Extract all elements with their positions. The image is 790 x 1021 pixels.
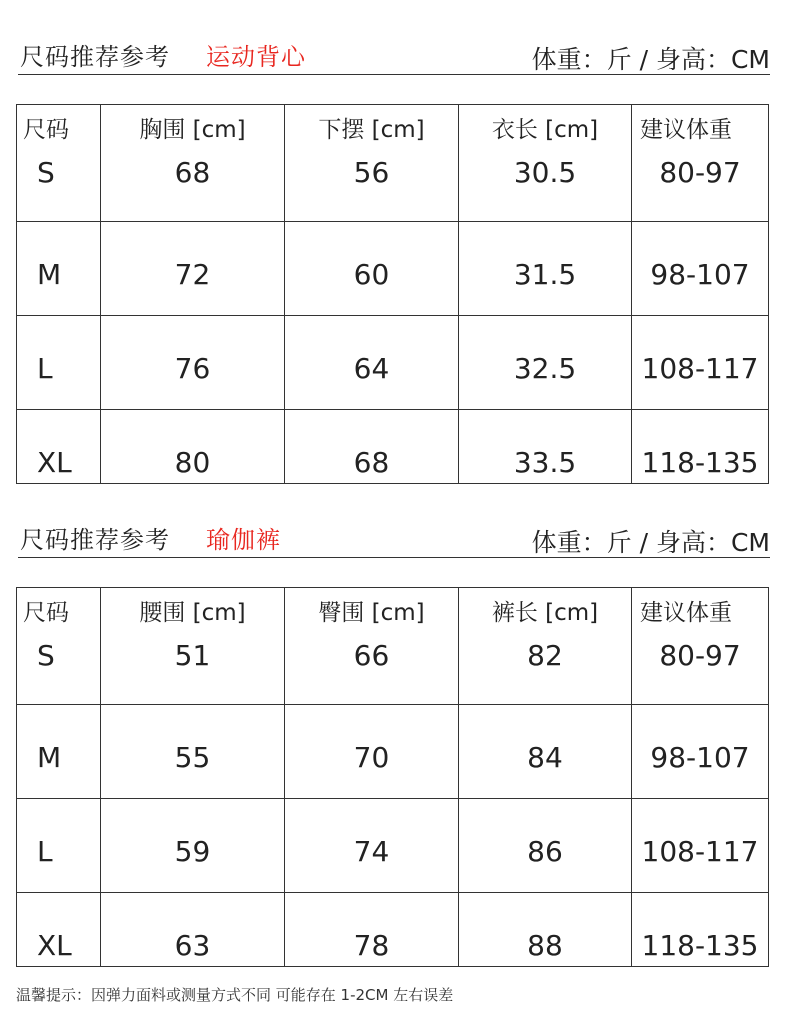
cell-weight: 108-117: [641, 835, 759, 868]
cell-size: L: [37, 835, 53, 868]
table-row: [17, 410, 769, 484]
table-row: [17, 893, 769, 967]
cell-pants-length: 88: [527, 929, 563, 962]
cell-hip: 70: [353, 741, 390, 774]
cell-hem: 64: [353, 352, 390, 385]
cell-hip: 78: [353, 929, 390, 962]
header-hip: 臀围 [cm]: [318, 600, 425, 626]
cell-hem: 68: [353, 446, 390, 479]
cell-size: L: [37, 352, 53, 385]
cell-length: 31.5: [513, 258, 577, 291]
cell-weight: 118-135: [641, 446, 759, 479]
cell-length: 32.5: [513, 352, 577, 385]
table-row: [17, 105, 769, 222]
cell-waist: 59: [174, 835, 211, 868]
cell-size: M: [37, 741, 62, 774]
table-row: [17, 588, 769, 705]
yoga-size-table: [16, 587, 769, 967]
cell-size: S: [37, 156, 55, 189]
vest-size-table: [16, 104, 769, 484]
cell-hip: 74: [353, 835, 390, 868]
cell-size: M: [37, 258, 62, 291]
section-subtitle: 运动背心: [206, 43, 306, 71]
cell-hem: 56: [353, 156, 390, 189]
cell-waist: 63: [174, 929, 211, 962]
cell-size: XL: [37, 446, 72, 479]
section-title: 尺码推荐参考: [20, 526, 170, 554]
header-pants-length: 裤长 [cm]: [491, 600, 599, 626]
cell-hip: 66: [353, 639, 390, 672]
cell-length: 30.5: [513, 156, 577, 189]
header-size: 尺码: [23, 600, 69, 626]
vest-section-heading: [18, 35, 770, 75]
cell-size: XL: [37, 929, 72, 962]
unit-note: 体重：斤 / 身高：CM: [531, 45, 770, 74]
cell-weight: 80-97: [659, 156, 741, 189]
header-length: 衣长 [cm]: [491, 117, 599, 143]
header-weight: 建议体重: [640, 600, 732, 626]
header-waist: 腰围 [cm]: [139, 600, 246, 626]
unit-note: 体重：斤 / 身高：CM: [531, 528, 770, 557]
table-row: [17, 705, 769, 799]
footer-note: 温馨提示：因弹力面料或测量方式不同 可能存在 1-2CM 左右误差: [16, 986, 454, 1004]
section-subtitle: 瑜伽裤: [206, 526, 281, 554]
cell-waist: 55: [174, 741, 211, 774]
section-title: 尺码推荐参考: [20, 43, 170, 71]
yoga-section-heading: [18, 518, 770, 558]
cell-pants-length: 84: [527, 741, 563, 774]
cell-weight: 118-135: [641, 929, 759, 962]
cell-waist: 51: [174, 639, 211, 672]
table-row: [17, 316, 769, 410]
cell-weight: 80-97: [659, 639, 741, 672]
cell-size: S: [37, 639, 55, 672]
cell-hem: 60: [353, 258, 390, 291]
cell-weight: 108-117: [641, 352, 759, 385]
table-row: [17, 799, 769, 893]
header-size: 尺码: [23, 117, 69, 143]
cell-length: 33.5: [513, 446, 577, 479]
cell-pants-length: 86: [527, 835, 563, 868]
header-chest: 胸围 [cm]: [139, 117, 246, 143]
header-weight: 建议体重: [640, 117, 732, 143]
header-hem: 下摆 [cm]: [318, 117, 425, 143]
cell-chest: 76: [174, 352, 211, 385]
cell-pants-length: 82: [527, 639, 563, 672]
table-row: [17, 222, 769, 316]
cell-chest: 72: [174, 258, 211, 291]
cell-chest: 80: [174, 446, 211, 479]
cell-chest: 68: [174, 156, 211, 189]
cell-weight: 98-107: [650, 258, 750, 291]
cell-weight: 98-107: [650, 741, 750, 774]
